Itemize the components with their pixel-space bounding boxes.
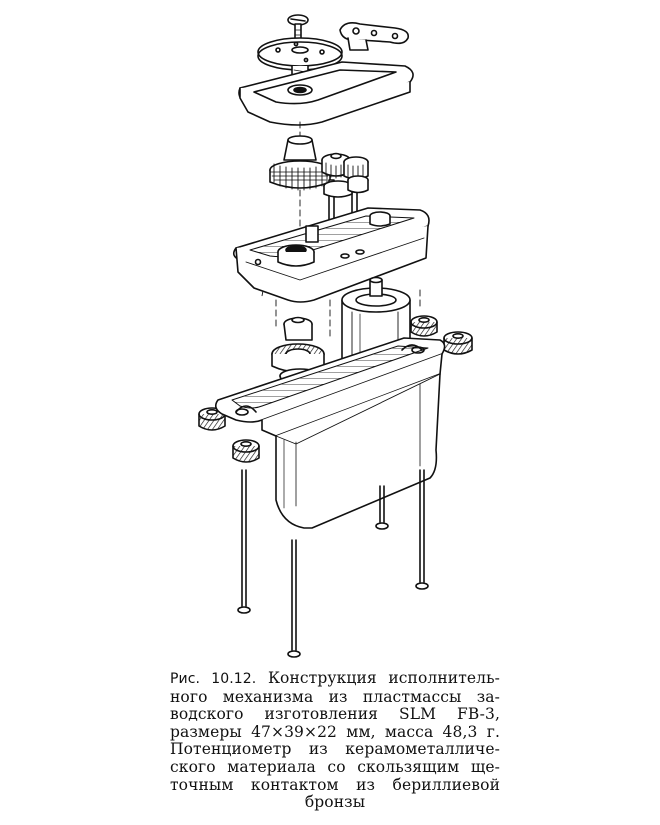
caption-line: Потенциометр из керамометалличе- — [170, 740, 500, 759]
caption-line: ного механизма из пластмассы за- — [170, 687, 500, 706]
bottom-case — [216, 338, 445, 528]
screw-right — [416, 470, 428, 589]
caption-line: водского изготовления SLM FB-3, — [170, 705, 500, 724]
servo-horn-arm — [340, 23, 408, 50]
caption-line — [170, 670, 500, 689]
caption-text: Конструкция исполнитель- — [267, 669, 500, 687]
screw-left — [238, 470, 250, 613]
grommet-left-lower — [233, 440, 259, 462]
caption-line: бронзы — [304, 793, 366, 812]
caption-line: ского материала со скользящим ще- — [170, 757, 500, 776]
caption-line: точным контактом из бериллиевой — [170, 775, 500, 794]
middle-gear-housing — [234, 208, 429, 302]
top-cover-lid — [239, 62, 413, 125]
figure-label: Рис. 10.12. — [170, 671, 257, 687]
figure-caption — [170, 670, 500, 812]
grommet-right-lower — [444, 332, 472, 354]
output-gear — [270, 136, 330, 190]
grommet-right-upper — [411, 316, 437, 336]
screw-center — [288, 540, 300, 657]
caption-line: размеры 47×39×22 мм, масса 48,3 г. — [170, 722, 500, 741]
